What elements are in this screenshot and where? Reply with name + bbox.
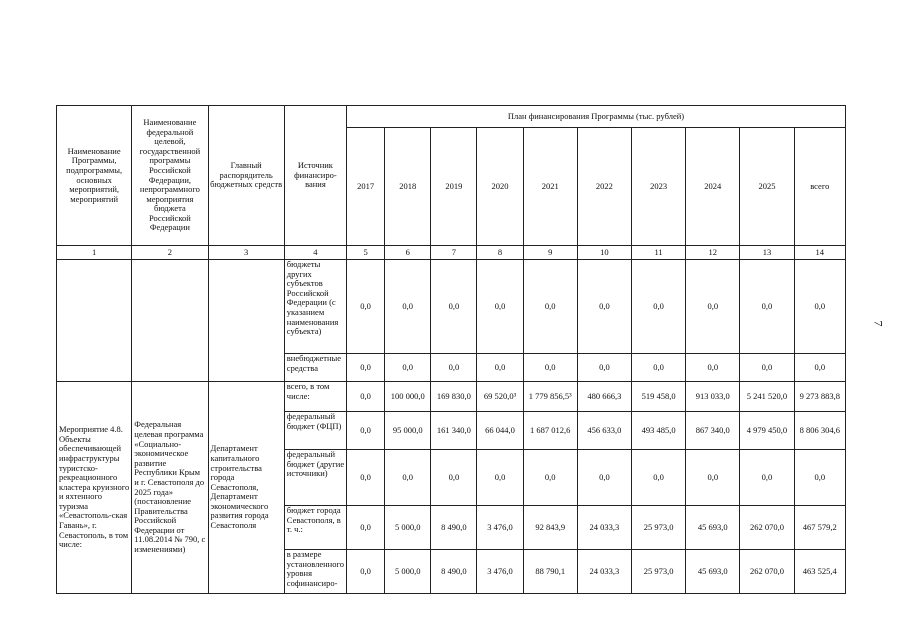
value-cell: 262 070,0 [740, 506, 794, 550]
year-header: 2024 [686, 128, 740, 246]
value-cell: 24 033,3 [577, 550, 631, 594]
value-cell: 913 033,0 [686, 382, 740, 412]
value-cell: 0,0 [431, 354, 477, 382]
value-cell: 0,0 [477, 260, 523, 354]
value-cell: 456 633,0 [577, 412, 631, 450]
value-cell: 493 485,0 [631, 412, 685, 450]
year-header: 2025 [740, 128, 794, 246]
header-plan-title: План финансирования Программы (тыс. рублей) [347, 106, 846, 128]
financing-table [56, 105, 846, 594]
value-cell: 25 973,0 [631, 506, 685, 550]
empty-cell [57, 260, 132, 382]
value-cell: 0,0 [347, 450, 385, 506]
funding-source: всего, в том числе: [284, 382, 346, 412]
value-cell: 467 579,2 [794, 506, 845, 550]
funding-source: внебюджетные средства [284, 354, 346, 382]
value-cell: 8 490,0 [431, 506, 477, 550]
value-cell: 480 666,3 [577, 382, 631, 412]
column-number: 11 [631, 246, 685, 260]
program-name: Федеральная целевая программа «Социально-экономическое развитие Республики Крым и г. Севастополя до 2025 года» (постановление Правительства Российской Федерации от 11.08.2014 № 790, с изменениями) [132, 382, 208, 594]
value-cell: 0,0 [347, 550, 385, 594]
value-cell: 0,0 [347, 260, 385, 354]
value-cell: 161 340,0 [431, 412, 477, 450]
header-col1: Наименование Программы, подпрограммы, основных мероприятий, мероприятий [57, 106, 132, 246]
column-number: 9 [523, 246, 577, 260]
year-header: 2019 [431, 128, 477, 246]
value-cell: 169 830,0 [431, 382, 477, 412]
funding-source: федеральный бюджет (другие источники) [284, 450, 346, 506]
value-cell: 0,0 [431, 450, 477, 506]
value-cell: 0,0 [347, 412, 385, 450]
column-number: 3 [208, 246, 284, 260]
value-cell: 8 806 304,6 [794, 412, 845, 450]
measure-name: Мероприятие 4.8. Объекты обеспечивающей инфраструктуры туристско-рекреационного кластера круизного и яхтенного туризма «Севастополь-ская Гавань», г. Севастополь, в том числе: [57, 382, 132, 594]
value-cell: 0,0 [631, 260, 685, 354]
value-cell: 92 843,9 [523, 506, 577, 550]
value-cell: 867 340,0 [686, 412, 740, 450]
column-number: 7 [431, 246, 477, 260]
header-col2: Наименование федеральной целевой, государственной программы Российской Федерации, непрограммного мероприятия бюджета Российской Федерации [132, 106, 208, 246]
value-cell: 5 000,0 [385, 506, 431, 550]
column-number: 4 [284, 246, 346, 260]
column-number: 2 [132, 246, 208, 260]
header-col3: Главный распорядитель бюджетных средств [208, 106, 284, 246]
value-cell: 0,0 [477, 450, 523, 506]
value-cell: 0,0 [385, 354, 431, 382]
funding-source: бюджет города Севастополя, в т. ч.: [284, 506, 346, 550]
page-number: 7 [871, 320, 886, 327]
empty-cell [132, 260, 208, 382]
value-cell: 8 490,0 [431, 550, 477, 594]
value-cell: 0,0 [740, 450, 794, 506]
column-number: 14 [794, 246, 845, 260]
column-number: 6 [385, 246, 431, 260]
value-cell: 0,0 [347, 506, 385, 550]
column-number: 5 [347, 246, 385, 260]
value-cell: 0,0 [523, 450, 577, 506]
value-cell: 0,0 [477, 354, 523, 382]
value-cell: 0,0 [794, 450, 845, 506]
value-cell: 0,0 [577, 450, 631, 506]
value-cell: 0,0 [347, 382, 385, 412]
year-header: 2022 [577, 128, 631, 246]
budget-manager: Департамент капитального строительства города Севастополя, Департамент экономического развития города Севастополя [208, 382, 284, 594]
value-cell: 0,0 [631, 450, 685, 506]
value-cell: 1 779 856,5³ [523, 382, 577, 412]
funding-source: федеральный бюджет (ФЦП) [284, 412, 346, 450]
column-number: 1 [57, 246, 132, 260]
value-cell: 3 476,0 [477, 506, 523, 550]
value-cell: 0,0 [686, 450, 740, 506]
value-cell: 0,0 [385, 450, 431, 506]
value-cell: 0,0 [794, 260, 845, 354]
value-cell: 0,0 [577, 260, 631, 354]
header-col4: Источник финансиро-вания [284, 106, 346, 246]
value-cell: 45 693,0 [686, 550, 740, 594]
value-cell: 0,0 [740, 260, 794, 354]
value-cell: 5 000,0 [385, 550, 431, 594]
value-cell: 5 241 520,0 [740, 382, 794, 412]
value-cell: 100 000,0 [385, 382, 431, 412]
value-cell: 463 525,4 [794, 550, 845, 594]
value-cell: 519 458,0 [631, 382, 685, 412]
value-cell: 0,0 [794, 354, 845, 382]
value-cell: 1 687 012,6 [523, 412, 577, 450]
column-number: 10 [577, 246, 631, 260]
value-cell: 0,0 [385, 260, 431, 354]
value-cell: 45 693,0 [686, 506, 740, 550]
year-header: 2017 [347, 128, 385, 246]
value-cell: 0,0 [686, 354, 740, 382]
year-header: 2023 [631, 128, 685, 246]
empty-cell [208, 260, 284, 382]
value-cell: 0,0 [740, 354, 794, 382]
value-cell: 25 973,0 [631, 550, 685, 594]
value-cell: 3 476,0 [477, 550, 523, 594]
funding-source: бюджеты других субъектов Российской Федерации (с указанием наименования субъекта) [284, 260, 346, 354]
value-cell: 66 044,0 [477, 412, 523, 450]
value-cell: 24 033,3 [577, 506, 631, 550]
column-number: 12 [686, 246, 740, 260]
value-cell: 0,0 [631, 354, 685, 382]
year-header: 2020 [477, 128, 523, 246]
value-cell: 262 070,0 [740, 550, 794, 594]
value-cell: 0,0 [686, 260, 740, 354]
value-cell: 69 520,0³ [477, 382, 523, 412]
value-cell: 0,0 [523, 354, 577, 382]
column-number: 13 [740, 246, 794, 260]
value-cell: 0,0 [347, 354, 385, 382]
value-cell: 0,0 [523, 260, 577, 354]
total-header: всего [794, 128, 845, 246]
value-cell: 9 273 883,8 [794, 382, 845, 412]
value-cell: 0,0 [577, 354, 631, 382]
funding-source: в размере установленного уровня софинансиро- [284, 550, 346, 594]
value-cell: 4 979 450,0 [740, 412, 794, 450]
year-header: 2018 [385, 128, 431, 246]
column-number: 8 [477, 246, 523, 260]
value-cell: 95 000,0 [385, 412, 431, 450]
value-cell: 88 790,1 [523, 550, 577, 594]
year-header: 2021 [523, 128, 577, 246]
value-cell: 0,0 [431, 260, 477, 354]
